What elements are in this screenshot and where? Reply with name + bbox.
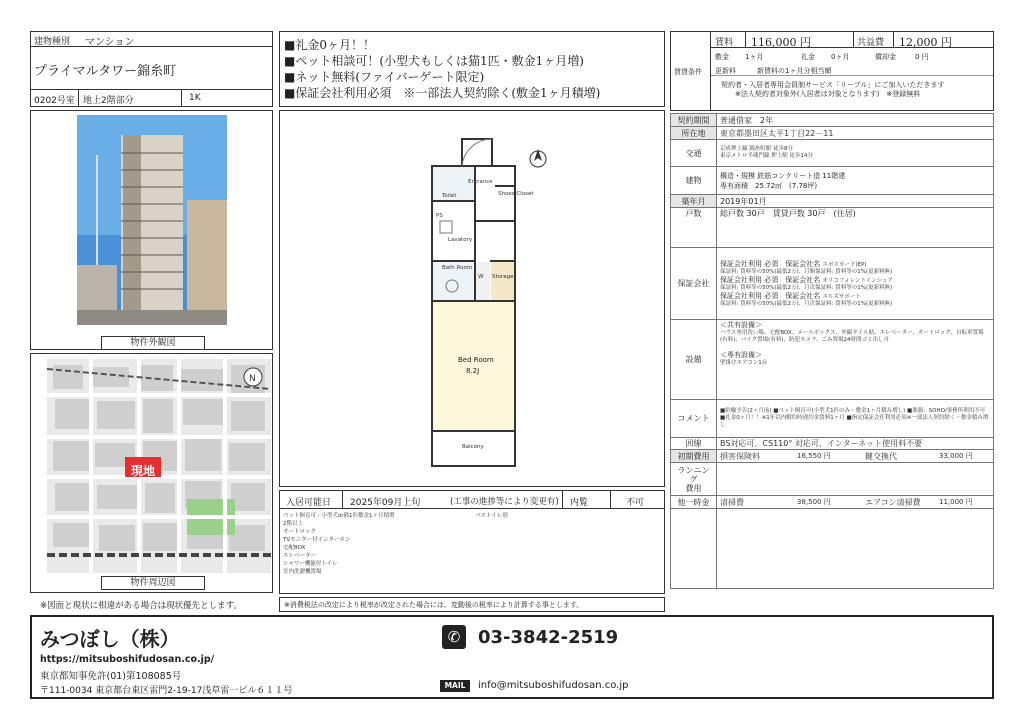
rent-value: 116,000 円 xyxy=(751,36,811,49)
room-toilet: Toilet xyxy=(442,193,457,199)
initial-cost-2-label: 鍵交換代 xyxy=(865,451,897,461)
built-value: 2019年01月 xyxy=(717,195,994,208)
transport-1: 京成押上線 錦糸町駅 徒歩8分 xyxy=(720,146,793,152)
disclaimer: ※図面と現状に相違がある場合は現状優先とします。 xyxy=(40,601,242,611)
type-label: 建物種別 xyxy=(34,37,71,47)
transport-2: 東京メトロ半蔵門線 押上駅 徒歩14分 xyxy=(720,153,813,159)
equipment-label: 設備 xyxy=(671,320,717,400)
tax-note-panel xyxy=(279,597,665,612)
company-email[interactable]: info@mitsuboshifudosan.co.jp xyxy=(478,680,629,691)
guarantor-3-terms: 保証料: 賃料等の50%(最低2万)、月次保証料: 賃料等の1%(更新料無) xyxy=(720,300,893,307)
room-wm: W xyxy=(478,274,484,280)
area-map-panel xyxy=(30,353,273,593)
guarantor-2-terms: 保証料: 賃料等の50%(最低2万)、月次保証料: 賃料等の1%(更新料無) xyxy=(720,284,893,291)
highlights xyxy=(279,31,665,107)
contract-label: 契約期間 xyxy=(671,114,717,127)
building-photo xyxy=(77,115,227,325)
highlight-3: ■ネット無料(ファイバーゲート限定) xyxy=(284,70,485,84)
tax-note: ※消費税法の改定により税率が改定された場合には、変動後の税率により計算する事とします。 xyxy=(284,601,584,609)
fee-label: 共益費 xyxy=(857,38,885,48)
feature-4: TVモニター付インターホン xyxy=(283,537,351,543)
phone-icon: ✆ xyxy=(442,625,466,649)
building-label: 建物 xyxy=(671,167,717,195)
initial-cost-1-label: 損害保険料 xyxy=(720,451,760,461)
running-cost-value xyxy=(717,463,994,496)
guarantor-1-terms: 保証料: 賃料等の50%(最低2万)、月額保証料: 賃料等の1%(更新料無) xyxy=(720,268,893,275)
feature-6: エレベーター xyxy=(283,553,317,559)
guarantor-2: 保証会社利用 必須 保証会社名 xyxy=(720,275,821,284)
common-equipment: ハウス専用洗い場、宅配BOX、メールボックス、外観タイル貼、エレベーター、オートロック、自転車置場(有料)、バイク置場(有料)、防犯カメラ、ごみ置場24時間ゴミ出し可 xyxy=(720,330,984,343)
renewal-label: 更新料 xyxy=(715,67,736,75)
photo-caption: 物件外観図 xyxy=(101,336,205,350)
area-value: 専有面積 25.72㎡ (7.78坪) xyxy=(720,181,818,190)
amortization-value: 0 円 xyxy=(915,53,929,61)
deposit-value: 1ヶ月 xyxy=(745,53,764,61)
move-in-note: (工事の進捗等により変更有) xyxy=(450,497,559,507)
exterior-photo-panel xyxy=(30,110,273,350)
room-ps: PS xyxy=(436,213,443,219)
key-money-value: 0ヶ月 xyxy=(831,53,850,61)
property-name: プライマルタワー錦糸町 xyxy=(34,64,177,79)
feature-5: 宅配BOX xyxy=(283,545,306,551)
guarantor-2-name: オリコフォレントインシュア xyxy=(822,277,893,284)
other-cost-2-value: 11,000 円 xyxy=(939,497,973,506)
renewal-value: 新賃料の1ヶ月分相当額 xyxy=(757,67,832,75)
address-label: 所在地 xyxy=(671,127,717,140)
rent-note-2: ※法人契約者対象外(入居者は対象となります) ※登録無料 xyxy=(735,90,921,98)
line-label: 回線 xyxy=(671,438,717,450)
company-url[interactable]: https://mitsuboshifudosan.co.jp/ xyxy=(40,654,215,665)
map-marker: 現地 xyxy=(131,464,156,478)
feature-3: オートロック xyxy=(283,529,316,535)
map-caption: 物件周辺図 xyxy=(101,576,205,590)
move-in-date: 2025年09月上旬 xyxy=(350,498,421,508)
guarantor-label: 保証会社 xyxy=(671,248,717,320)
svg-text:N: N xyxy=(249,374,256,384)
initial-cost-label: 初期費用 xyxy=(671,450,717,463)
move-in-label: 入居可能日 xyxy=(286,498,332,508)
feature-8: 室内洗濯機置場 xyxy=(283,569,322,575)
units-value: 総戸数 30戸 賃貸戸数 30戸 (住居) xyxy=(717,208,994,248)
room-balcony: Balcony xyxy=(462,444,484,450)
company-footer xyxy=(30,615,994,699)
units-label: 戸数 xyxy=(671,208,717,248)
address-value: 東京都墨田区太平1丁目22－11 xyxy=(717,127,994,140)
mail-icon: MAIL xyxy=(440,680,470,692)
transport-label: 交通 xyxy=(671,140,717,167)
feature-7: シャワー機能付トイレ xyxy=(283,561,338,567)
structure-value: 構造・規模 鉄筋コンクリート造 11階建 xyxy=(720,171,846,180)
type-value: マンション xyxy=(85,37,135,48)
contract-value: 普通借家 2年 xyxy=(717,114,994,127)
running-cost-label: ランニング 費用 xyxy=(671,463,717,496)
room-bath: Bath Room xyxy=(442,265,473,271)
feature-2: 2階以上 xyxy=(283,521,303,527)
room-shoe-closet: Shoes Closet xyxy=(498,191,534,197)
room-lavatory: Lavatory xyxy=(448,237,473,243)
floor: 地上2階部分 xyxy=(83,96,134,106)
room-storage: Storage xyxy=(492,274,514,280)
guarantor-1-name: エポスカード(EP) xyxy=(822,261,867,268)
guarantor-3-name: エルズサポート xyxy=(822,293,861,300)
highlight-1: ■礼金0ヶ月！！ xyxy=(284,38,375,52)
room-number: 0202号室 xyxy=(34,96,75,106)
move-in-panel xyxy=(279,490,665,594)
feature-1: ペット飼育可 : 小型犬or猫1匹敷金1ヶ月積増 xyxy=(283,513,395,519)
comment-label: コメント xyxy=(671,400,717,438)
rent-conditions xyxy=(670,31,994,111)
other-cost-2-label: エアコン清掃費 xyxy=(865,497,921,507)
room-entrance: Entrance xyxy=(468,179,493,185)
viewing-value: 不可 xyxy=(626,498,645,508)
deposit-label: 敷金 xyxy=(715,53,729,61)
highlight-2: ■ペット相談可！(小型犬もしくは猫1匹・敷金1ヶ月増) xyxy=(284,54,584,68)
floorplan-panel xyxy=(279,110,665,487)
initial-cost-1-value: 16,550 円 xyxy=(797,451,831,460)
key-money-label: 礼金 xyxy=(801,53,815,61)
floorplan[interactable] xyxy=(280,111,666,488)
room-bedroom: Bed Room xyxy=(458,356,494,364)
layout: 1K xyxy=(189,93,201,103)
company-address: 〒111-0034 東京都台東区雷門2-19-17浅草雷一ビル６１１号 xyxy=(40,686,293,696)
company-name: みつぼし（株） xyxy=(40,627,180,651)
private-equipment-title: ＜専有設備＞ xyxy=(720,351,762,359)
highlight-4: ■保証会社利用必須 ※一部法人契約除く(敷金1ヶ月積増) xyxy=(284,86,601,100)
property-header xyxy=(30,31,273,107)
built-label: 築年月 xyxy=(671,195,717,208)
rent-note-1: 契約者・入居者専用会員制サービス「リーブル」にご加入いただきます xyxy=(721,81,945,89)
common-equipment-title: ＜共有設備＞ xyxy=(720,321,762,329)
fee-value: 12,000 円 xyxy=(899,36,952,49)
guarantor-1: 保証会社利用 必須 保証会社名 xyxy=(720,259,821,268)
amortization-label: 償却金 xyxy=(875,53,896,61)
other-cost-1-value: 38,500 円 xyxy=(797,497,831,506)
property-details xyxy=(670,113,994,612)
area-map[interactable] xyxy=(47,359,271,573)
private-equipment: 壁掛けエアコン1台 xyxy=(720,360,768,366)
rent-label: 賃料 xyxy=(715,38,734,48)
rent-group-label: 賃貸条件 xyxy=(674,68,702,76)
other-cost-1-label: 清掃費 xyxy=(720,497,744,507)
company-license: 東京都知事免許(01)第108085号 xyxy=(40,671,182,682)
company-phone[interactable]: 03-3842-2519 xyxy=(478,627,619,648)
other-cost-label: 他一時金 xyxy=(671,496,717,509)
comment-value: ■駐輪予告(2ヶ月前) ■ペット飼育可(小型犬1匹のみ・敷金1ヶ月積み増し) ■楽器、SOHO/事務所利用不可 ■礼金0ヶ月！！※1年以内解約時違約金賃料1ヶ月 ■指定保証会社利用必須※一部法人契約除く・敷金積み増し xyxy=(720,408,989,428)
room-bedroom-size: 8.2J xyxy=(466,367,480,375)
line-value: BS対応可、CS110° 対応可、インターネット使用料不要 xyxy=(717,438,994,450)
feature-right: バストイレ別 xyxy=(475,513,508,519)
viewing-label: 内覧 xyxy=(570,498,589,508)
guarantor-3: 保証会社利用 必須 保証会社名 xyxy=(720,291,821,300)
initial-cost-2-value: 33,000 円 xyxy=(939,451,973,460)
